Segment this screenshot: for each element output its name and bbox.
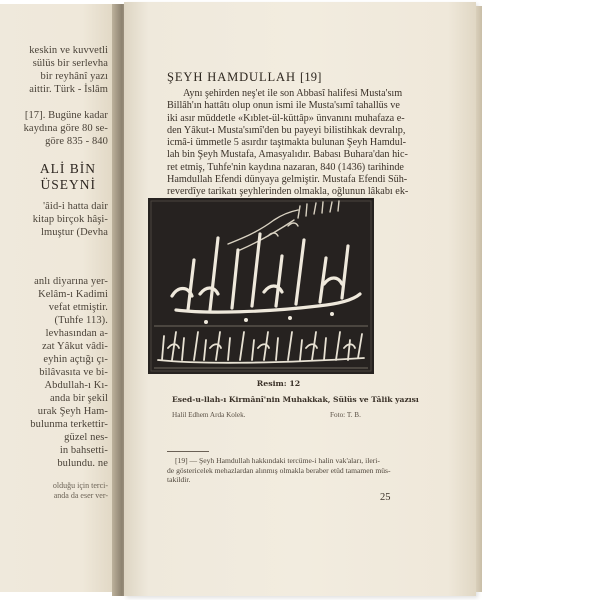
left-line: anda bir şekil xyxy=(50,393,108,404)
left-footnote-line: anda da eser ver- xyxy=(53,491,108,500)
left-line: güzel nes- xyxy=(64,432,108,443)
left-line: (Tuhfe 113). xyxy=(54,315,108,326)
figure-photo-credit: Foto: T. B. xyxy=(330,411,361,419)
left-line: eyhin açtığı çı- xyxy=(43,354,108,365)
page-number: 25 xyxy=(380,492,391,503)
footnote-line: takildir. xyxy=(167,475,191,485)
body-line: icmâ-i ümmetle 5 asırdır taştmakta bulunan Şeyh Hamdul- xyxy=(167,137,407,149)
left-footnote-line: olduğu için terci- xyxy=(52,481,108,490)
left-line: lmuştur (Devha xyxy=(40,227,108,238)
left-line: Abdullah-ı Kı- xyxy=(44,380,108,391)
body-line: ret etmiş, Tuhfe'nin kaydına nazaran, 840 (1436) tarihinde xyxy=(167,161,404,173)
left-line: urak Şeyh Ham- xyxy=(37,406,108,417)
left-page xyxy=(0,4,122,592)
figure-caption-title: Esed-u-llah-ı Kirmânî'nin Muhakkak, Sülüs ve Tâlik yazısı xyxy=(172,395,419,404)
body-line: Aynı şehirden neş'et ile son Abbasî halifesi Musta'sım xyxy=(183,88,403,99)
left-line: keskin ve kuvvetli xyxy=(29,45,108,56)
left-line: aittir. Türk - İslâm xyxy=(29,84,108,95)
footnote xyxy=(167,456,457,485)
footnote-divider xyxy=(167,451,209,452)
footnote-line: [19] — Şeyh Hamdullah hakkındaki tercüme-i halin vak'aları, ileri- xyxy=(175,456,380,465)
figure-caption-label: Resim: 12 xyxy=(256,379,301,388)
left-heading: ÜSEYNİ xyxy=(40,177,96,192)
body-line: lah bin Şeyh Mustafa, Amasyalıdır. Babası Buhara'dan hic- xyxy=(167,149,408,161)
body-line: Billâh'ın hattâtı olup onun ismi ile Musta'sımî tahallüs ve xyxy=(167,100,400,112)
footnote-line: de göstericelek mehazlardan alınmış olmakla beraber etüd tamamen müs- xyxy=(167,465,391,475)
body-line: reverdîye tarikatı şeyhlerinden olmakla, oğlunun lâkabı ek- xyxy=(167,186,409,198)
left-line: bilâvasıta ve bi- xyxy=(39,367,108,378)
figure-collection: Halil Edhem Arda Kolek. xyxy=(172,411,246,419)
left-line: anlı diyarına yer- xyxy=(34,276,108,287)
left-line: göre 835 - 840 xyxy=(45,136,108,147)
body-paragraph xyxy=(167,88,455,199)
calligraphy-plate-image xyxy=(148,198,374,374)
left-line: 'âid-i hatta dair xyxy=(43,201,108,212)
page-edge xyxy=(476,6,482,592)
left-line: bulunma terkettir- xyxy=(30,419,108,430)
left-line: bulundu. ne xyxy=(57,458,108,469)
left-line: [17]. Bugüne kadar xyxy=(24,110,108,121)
left-line: bir reyhânî yazı xyxy=(40,71,108,82)
body-line: Hamdullah Efendi dünyaya gelmiştir. Mustafa Efendi Süh- xyxy=(167,174,408,186)
left-line: Kelâm-ı Kadimi xyxy=(38,289,108,300)
body-line: iki asır müddetle «Kıblet-ül-küttâp» ünvanını muhafaza e- xyxy=(167,112,405,124)
section-title xyxy=(167,70,322,85)
left-line: kitap birçok hâşi- xyxy=(32,214,108,225)
left-line: kaydına göre 80 se- xyxy=(23,123,108,134)
section-title-text: ŞEYH HAMDULLAH xyxy=(167,70,296,84)
left-line: in bahsetti- xyxy=(59,445,108,456)
left-line: vefat etmiştir. xyxy=(48,302,108,313)
footnote-reference: [19] xyxy=(299,70,322,84)
left-heading: ALİ BİN xyxy=(39,161,96,176)
left-line: levhasından a- xyxy=(45,328,108,339)
left-line: sülüs bir serlevha xyxy=(32,58,108,69)
left-line: zat Yâkut vâdi- xyxy=(42,341,108,352)
body-line: den Yâkut-ı Musta'sımî'den bu payeyi bilistihkak devralıp, xyxy=(167,124,406,136)
